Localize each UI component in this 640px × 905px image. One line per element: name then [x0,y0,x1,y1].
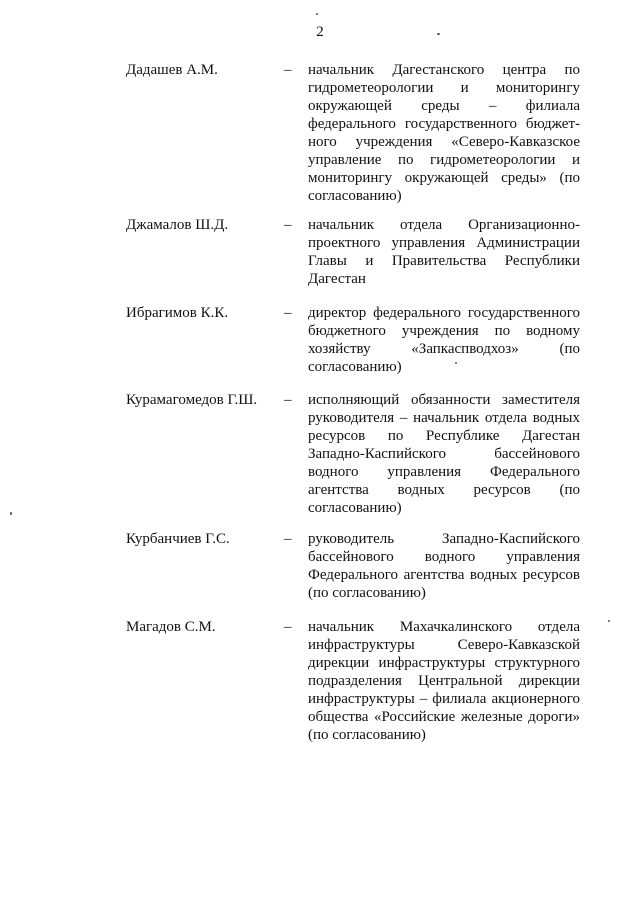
member-dash: – [284,531,292,547]
member-description: директор федерального государственного бюджетного учреждения по водному хозяйству «Запкаспводхоз» (по согласованию) [308,305,580,375]
scan-speck [608,620,610,622]
member-dash: – [284,392,292,408]
scan-speck [455,362,457,364]
scan-speck [437,33,440,35]
scan-speck [316,13,318,15]
member-name: Дадашев А.М. [126,62,218,78]
member-description: начальник Дагестанского центра по гидрометеорологии и мониторингу окружающей среды – филиала федерального государственного бюджет-ного учреждения «Северо-Кавказское управление по гидрометеорологии и мониторингу окружающей среды» (по согласованию) [308,62,580,204]
member-description: начальник отдела Организационно-проектного управления Администрации Главы и Правительства Республики Дагестан [308,217,580,287]
member-dash: – [284,217,292,233]
scan-speck [10,512,12,515]
member-name: Курамагомедов Г.Ш. [126,392,258,408]
page-number: 2 [316,24,324,40]
member-description: начальник Махачкалинского отдела инфраструктуры Северо-Кавказской дирекции инфраструктуры структурного подразделения Центральной дирекции инфраструктуры – филиала акционерного общества «Российские железные дороги» (по согласованию) [308,619,580,743]
member-name: Магадов С.М. [126,619,216,635]
member-name: Джамалов Ш.Д. [126,217,229,233]
member-dash: – [284,62,292,78]
member-dash: – [284,619,292,635]
member-name: Ибрагимов К.К. [126,305,229,321]
member-dash: – [284,305,292,321]
member-name: Курбанчиев Г.С. [126,531,230,547]
member-description: исполняющий обязанности заместителя руководителя – начальник отдела водных ресурсов по Республике Дагестан Западно-Каспийского бассейнового водного управления Федерального агентства водных ресурсов (по согласованию) [308,392,580,516]
member-description: руководитель Западно-Каспийского бассейнового водного управления Федерального агентства водных ресурсов (по согласованию) [308,531,580,601]
